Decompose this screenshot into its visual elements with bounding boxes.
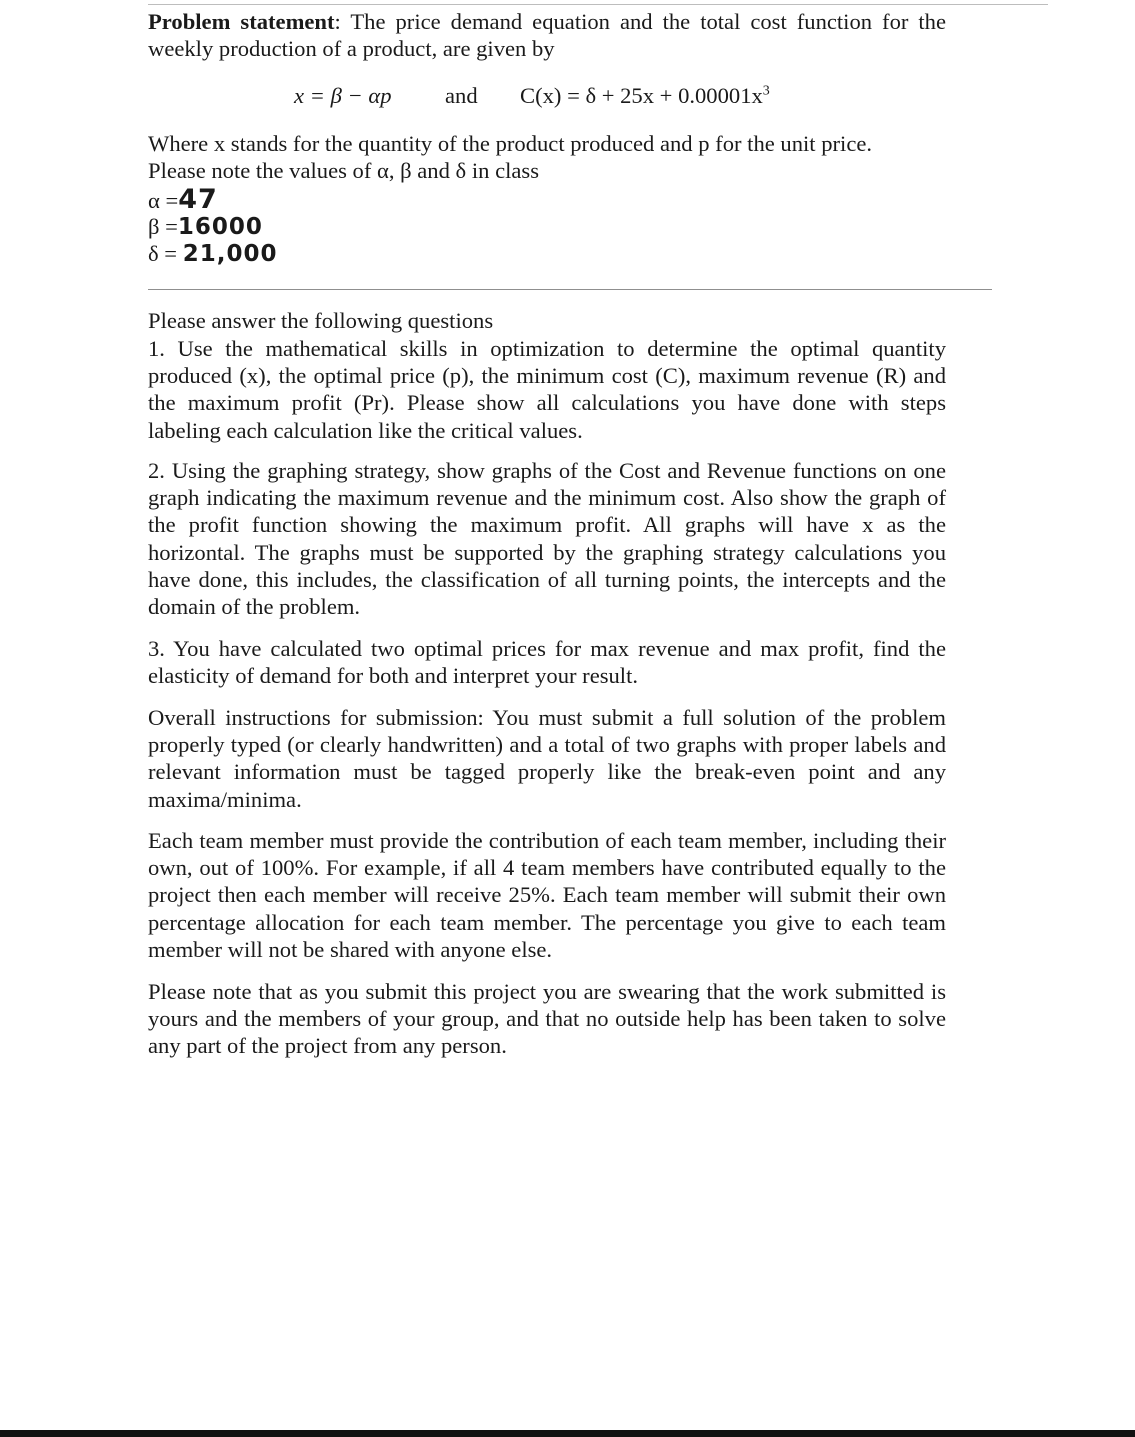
- where-line-2: Please note the values of α, β and δ in class: [148, 158, 539, 183]
- questions-intro: Please answer the following questions: [148, 308, 494, 333]
- team-contribution: Each team member must provide the contribution of each team member, including their own, out of 100%. For example, if all 4 team members have contributed equally to the project then each member will receive 25%. Each team member will submit their own percentage allocation for each team member. The percentage you give to each team member will not be shared with anyone else.: [148, 828, 946, 962]
- section-divider: [148, 289, 992, 290]
- problem-statement: [148, 8, 946, 62]
- beta-value: 16000: [177, 214, 263, 240]
- question-2: 2. Using the graphing strategy, show graphs of the Cost and Revenue functions on one graph indicating the maximum revenue and the minimum cost. Also show the graph of the profit function showing the maximum profit. All graphs will have x as the horizontal. The graphs must be supported by the graphing strategy calculations you have done, this includes, the classification of all turning points, the intercepts and the domain of the problem.: [148, 458, 946, 620]
- delta-row: [148, 240, 946, 268]
- alpha-label: α =: [148, 188, 179, 213]
- overall-instructions: Overall instructions for submission: You must submit a full solution of the problem properly typed (or clearly handwritten) and a total of two graphs with proper labels and relevant information must be tagged properly like the break-even point and any maxima/minima.: [148, 705, 946, 812]
- cost-equation: [520, 82, 770, 109]
- cost-exponent: 3: [762, 83, 770, 99]
- honesty-statement: Please note that as you submit this project you are swearing that the work submitted is yours and the members of your group, and that no outside help has been taken to solve any part of the project from any person.: [148, 979, 946, 1059]
- bottom-bar: [0, 1430, 1135, 1437]
- equation-line: [148, 82, 946, 112]
- problem-heading: Problem statement: [148, 9, 335, 34]
- beta-label: β =: [148, 214, 178, 239]
- question-3: 3. You have calculated two optimal prices for max revenue and max profit, find the elasticity of demand for both and interpret your result.: [148, 636, 946, 689]
- alpha-value: 47: [178, 184, 218, 215]
- problem-intro: : The price demand equation and the total cost function for the weekly production of a product, are given by: [148, 9, 946, 62]
- top-rule: [148, 4, 1048, 5]
- beta-row: [148, 213, 946, 241]
- alpha-row: [148, 186, 946, 214]
- where-line-1: Where x stands for the quantity of the product produced and p for the unit price.: [148, 131, 873, 156]
- cost-equation-text: C(x) = δ + 25x + 0.00001x: [520, 83, 763, 108]
- delta-value: 21,000: [182, 241, 278, 267]
- question-1: 1. Use the mathematical skills in optimization to determine the optimal quantity produced (x), the optimal price (p), the minimum cost (C), maximum revenue (R) and the maximum profit (Pr). Please show all calculations you have done with steps labeling each calculation like the critical values.: [148, 336, 946, 443]
- demand-equation: x = β − αp: [294, 83, 392, 108]
- and-word: and: [445, 83, 478, 108]
- delta-label: δ =: [148, 241, 178, 266]
